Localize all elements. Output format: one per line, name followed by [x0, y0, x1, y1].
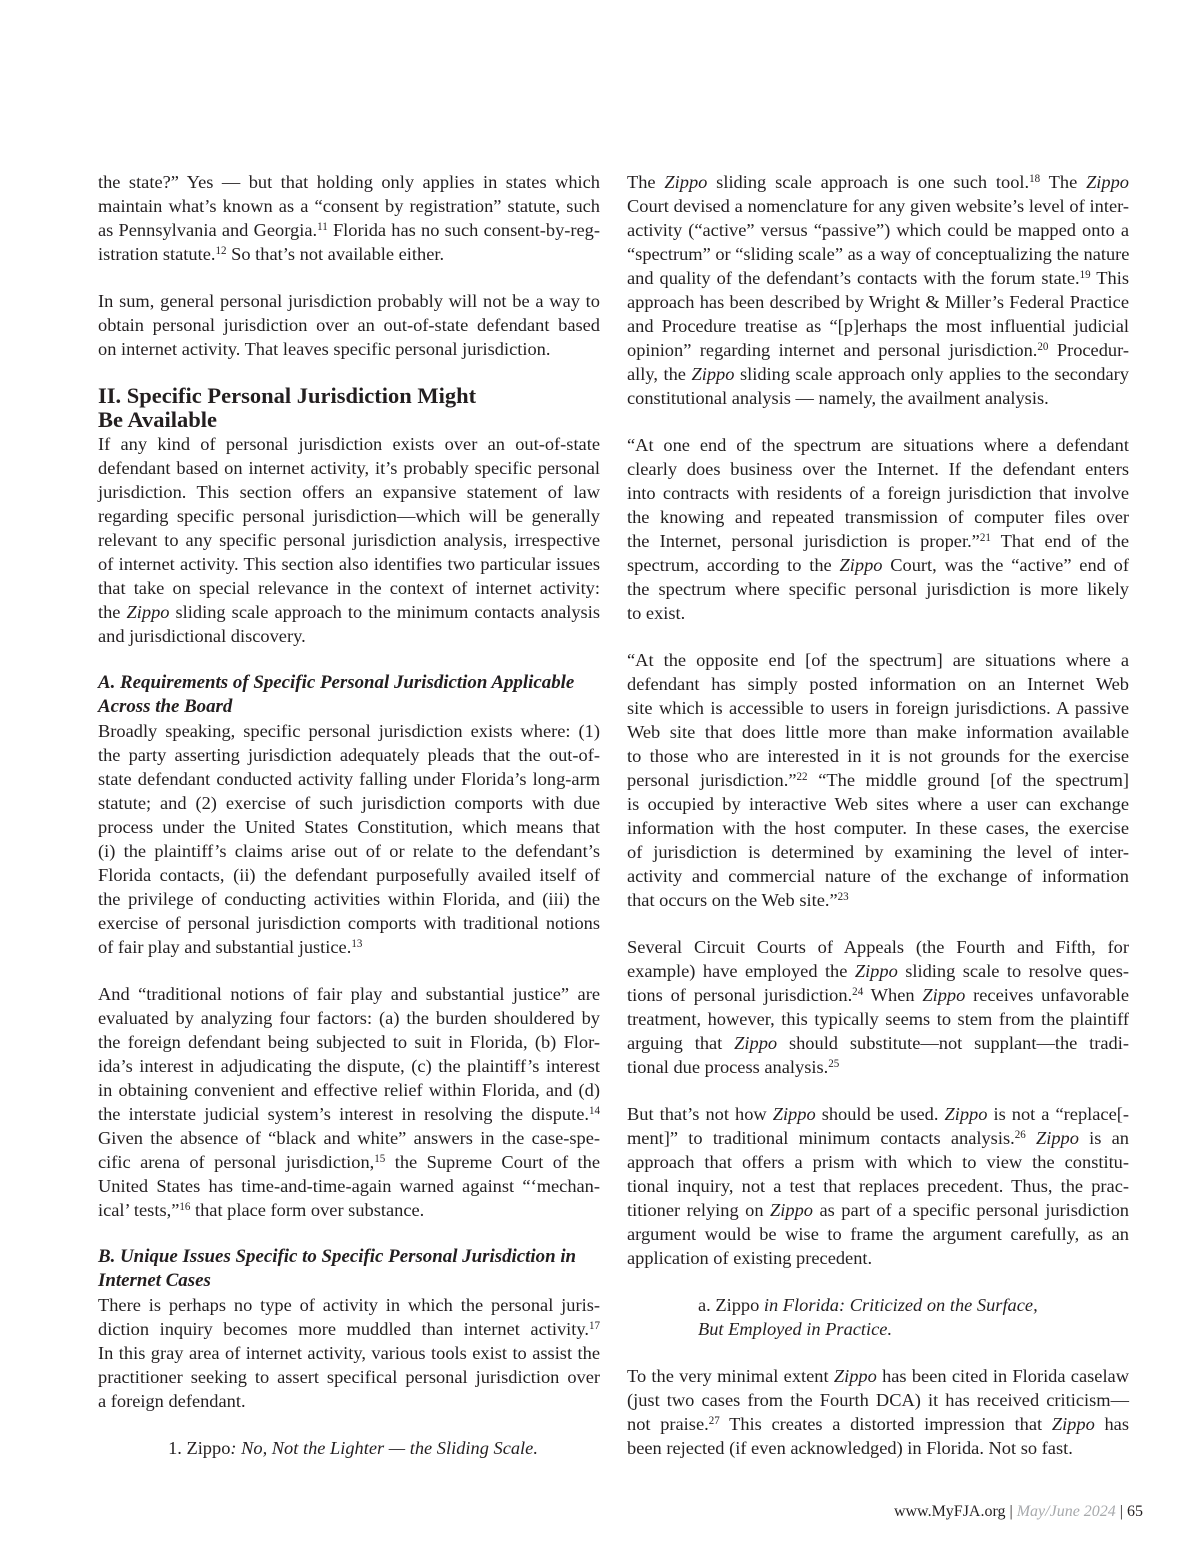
footnote-ref: 19	[1079, 268, 1091, 281]
text-run: diction inquiry becomes more muddled than internet activity.	[98, 1319, 589, 1339]
emphasis: Zippo	[944, 1104, 988, 1124]
text-run: argument would be wise to frame the argument carefully, as an	[627, 1224, 1129, 1244]
text-run: sliding scale approach to the minimum contacts analysis	[169, 602, 600, 622]
text-run: not praise.	[627, 1414, 709, 1434]
text-run: state defendant conducted activity falling under Florida’s long-arm	[98, 769, 600, 789]
footnote-ref: 24	[852, 985, 864, 998]
right-column	[627, 170, 1129, 1483]
text-line	[98, 576, 600, 600]
text-line	[627, 1198, 1129, 1222]
text-run: a foreign defendant.	[98, 1391, 246, 1411]
paragraph	[627, 1364, 1129, 1460]
text-line	[98, 1389, 600, 1413]
text-run: relevant to any specific personal jurisdiction analysis, irrespective	[98, 530, 600, 550]
text-line	[98, 1269, 600, 1293]
text-run: application of existing precedent.	[627, 1248, 873, 1268]
text-line	[98, 743, 600, 767]
text-run: in obtaining convenient and effective relief within Florida, and (d)	[98, 1080, 600, 1100]
text-line	[627, 720, 1129, 744]
text-run: There is perhaps no type of activity in which the personal juris-	[98, 1295, 600, 1315]
text-line	[98, 839, 600, 863]
emphasis: Zippo	[126, 602, 170, 622]
text-line	[98, 600, 600, 624]
text-line	[627, 290, 1129, 314]
text-run: Web site that does little more than make information available	[627, 722, 1129, 742]
text-line	[106, 1436, 600, 1460]
text-line	[98, 671, 600, 695]
emphasis: Zippo	[1086, 172, 1129, 192]
text-line	[627, 601, 1129, 625]
text-run: and jurisdictional discovery.	[98, 626, 306, 646]
text-run: istration statute.	[98, 244, 216, 264]
footnote-ref: 13	[351, 937, 363, 950]
text-line	[98, 1126, 600, 1150]
text-line	[98, 504, 600, 528]
text-run: been rejected (if even acknowledged) in Florida. Not so fast.	[627, 1438, 1073, 1458]
text-run: regarding specific personal jurisdiction—which will be generally	[98, 506, 600, 526]
text-run: process under the United States Constitution, which means that	[98, 817, 600, 837]
emphasis: Zippo	[772, 1104, 816, 1124]
text-run: This creates a distorted impression that	[719, 1414, 1052, 1434]
text-run: ical’ tests,”	[98, 1200, 180, 1220]
text-run: and Procedure treatise as “[p]erhaps the most influential judicial	[627, 316, 1129, 336]
text-line	[627, 888, 1129, 912]
text-line	[98, 552, 600, 576]
footnote-ref: 12	[215, 244, 227, 257]
text-run: as Pennsylvania and Georgia.	[98, 220, 318, 240]
text-run: sliding scale to resolve ques-	[897, 961, 1129, 981]
text-run: Internet Cases	[98, 1270, 211, 1291]
text-line	[98, 1293, 600, 1317]
text-run: of internet activity. This section also identifies two particular issues	[98, 554, 600, 574]
text-line	[98, 432, 600, 456]
text-line	[627, 816, 1129, 840]
text-run: titioner relying on	[627, 1200, 771, 1220]
text-line	[98, 1078, 600, 1102]
paragraph	[98, 170, 600, 266]
text-line	[98, 695, 600, 719]
text-run: The	[1040, 172, 1087, 192]
paragraph	[98, 1293, 600, 1413]
footer-page-number: 65	[1127, 1503, 1143, 1520]
text-line	[98, 719, 600, 743]
text-run: opinion” regarding internet and personal jurisdiction.	[627, 340, 1038, 360]
footnote-ref: 23	[837, 890, 849, 903]
text-line	[627, 1031, 1129, 1055]
text-line	[98, 1174, 600, 1198]
emphasis: : No, Not the Lighter — the Sliding Scale.	[230, 1438, 538, 1458]
text-run: tions of personal jurisdiction.	[627, 985, 853, 1005]
text-run: obtain personal jurisdiction over an out-of-state defendant based	[98, 315, 600, 335]
text-run: When	[863, 985, 923, 1005]
text-line	[98, 1245, 600, 1269]
text-line	[627, 1102, 1129, 1126]
text-run: In sum, general personal jurisdiction probably will not be a way to	[98, 291, 600, 311]
text-line	[627, 792, 1129, 816]
section-heading	[98, 384, 600, 432]
text-run: In this gray area of internet activity, various tools exist to assist the	[98, 1343, 600, 1363]
text-run: spectrum, according to the	[627, 555, 840, 575]
emphasis: Zippo	[839, 555, 883, 575]
text-line	[627, 1436, 1129, 1460]
text-run: A. Requirements of Specific Personal Jurisdiction Applicable	[98, 672, 575, 693]
text-run: Several Circuit Courts of Appeals (the Fourth and Fifth, for	[627, 937, 1129, 957]
text-run: “At one end of the spectrum are situations where a defendant	[627, 435, 1129, 455]
text-run: a. Zippo	[698, 1295, 764, 1315]
text-line	[98, 170, 600, 194]
text-line	[627, 362, 1129, 386]
text-line	[98, 384, 600, 408]
emphasis: Zippo	[770, 1200, 813, 1220]
emphasis: Zippo	[1035, 1128, 1079, 1148]
text-run: 1. Zippo	[168, 1438, 231, 1458]
text-run: example) have employed the	[627, 961, 855, 981]
text-line	[627, 529, 1129, 553]
text-line	[627, 696, 1129, 720]
text-line	[627, 959, 1129, 983]
text-run: has	[1094, 1414, 1129, 1434]
text-line	[627, 1126, 1129, 1150]
text-run: statute; and (2) exercise of such jurisdiction comports with due	[98, 793, 600, 813]
text-run: B. Unique Issues Specific to Specific Personal Jurisdiction in	[98, 1246, 577, 1267]
footnote-ref: 20	[1037, 340, 1049, 353]
text-run	[1026, 1128, 1036, 1148]
text-run: to those who are interested in it is not grounds for the exercise	[627, 746, 1129, 766]
paragraph	[627, 648, 1129, 912]
subsection-heading	[98, 1245, 600, 1293]
footnote-ref: 21	[979, 531, 991, 544]
text-run: Procedur-	[1048, 340, 1129, 360]
text-line	[627, 505, 1129, 529]
text-run: tional inquiry, not a test that replaces precedent. Thus, the prac-	[627, 1176, 1129, 1196]
text-line	[98, 456, 600, 480]
footnote-ref: 26	[1014, 1128, 1026, 1141]
text-run: clearly does business over the Internet. If the defendant enters	[627, 459, 1129, 479]
emphasis: But Employed in Practice.	[698, 1319, 893, 1339]
text-run: activity (“active” versus “passive”) which could be mapped onto a	[627, 220, 1129, 240]
text-line	[627, 935, 1129, 959]
text-line	[627, 744, 1129, 768]
text-run: arguing that	[627, 1033, 735, 1053]
text-run: is not a “replace[-	[987, 1104, 1129, 1124]
emphasis: Zippo	[922, 985, 966, 1005]
text-line	[98, 935, 600, 959]
text-line	[627, 648, 1129, 672]
text-run: Florida contacts, (ii) the defendant purposefully availed itself of	[98, 865, 600, 885]
text-line	[627, 983, 1129, 1007]
text-run: Florida has no such consent-by-reg-	[327, 220, 601, 240]
text-run: site which is accessible to users in foreign jurisdictions. A passive	[627, 698, 1129, 718]
text-run: the Supreme Court of the	[385, 1152, 600, 1172]
text-run: that occurs on the Web site.”	[627, 890, 838, 910]
text-run: Court devised a nomenclature for any given website’s level of inter-	[627, 196, 1129, 216]
subsubsection-heading	[98, 1436, 600, 1460]
emphasis: Zippo	[691, 364, 735, 384]
text-run: as part of a specific personal jurisdiction	[812, 1200, 1129, 1220]
text-run: the party asserting jurisdiction adequately pleads that the out-of-	[98, 745, 600, 765]
text-run: receives unfavorable	[965, 985, 1129, 1005]
text-line	[98, 194, 600, 218]
text-run: Broadly speaking, specific personal jurisdiction exists where: (1)	[98, 721, 600, 741]
text-run: should be used.	[815, 1104, 945, 1124]
footer-issue-date: May/June 2024	[1016, 1503, 1116, 1520]
text-line	[98, 218, 600, 242]
emphasis: Zippo	[854, 961, 898, 981]
text-line	[98, 982, 600, 1006]
text-line	[627, 1246, 1129, 1270]
text-line	[627, 1055, 1129, 1079]
text-run: maintain what’s known as a “consent by registration” statute, such	[98, 196, 600, 216]
text-run: (just two cases from the Fourth DCA) it has received criticism—	[627, 1390, 1129, 1410]
text-line	[98, 480, 600, 504]
text-line	[698, 1293, 1129, 1317]
text-run: that place form over substance.	[190, 1200, 425, 1220]
text-line	[98, 242, 600, 266]
text-run: The	[627, 172, 665, 192]
text-run: Court, was the “active” end of	[882, 555, 1129, 575]
text-line	[627, 1007, 1129, 1031]
page-footer	[894, 1500, 1143, 1524]
text-line	[98, 528, 600, 552]
paragraph	[627, 170, 1129, 410]
text-line	[627, 553, 1129, 577]
text-run: activity and commercial nature of the exchange of information	[627, 866, 1129, 886]
footer-website: www.MyFJA.org	[893, 1503, 1006, 1520]
paragraph	[627, 935, 1129, 1079]
text-line	[627, 864, 1129, 888]
footnote-ref: 25	[828, 1057, 840, 1070]
text-line	[98, 1030, 600, 1054]
text-run: This	[1090, 268, 1129, 288]
text-run: of jurisdiction is determined by examining the level of inter-	[627, 842, 1129, 862]
footnote-ref: 14	[588, 1104, 600, 1117]
text-line	[627, 242, 1129, 266]
emphasis: Zippo	[833, 1366, 877, 1386]
emphasis: in Florida: Criticized on the Surface,	[763, 1295, 1038, 1315]
text-run: ment]” to traditional minimum contacts analysis.	[627, 1128, 1015, 1148]
text-run: personal jurisdiction.”	[627, 770, 797, 790]
text-line	[98, 408, 600, 432]
text-line	[627, 314, 1129, 338]
text-line	[627, 457, 1129, 481]
text-run: and quality of the defendant’s contacts with the forum state.	[627, 268, 1080, 288]
text-run: practitioner seeking to assert specifical personal jurisdiction over	[98, 1367, 600, 1387]
text-line	[627, 1150, 1129, 1174]
text-line	[98, 1365, 600, 1389]
emphasis: Zippo	[1051, 1414, 1095, 1434]
subsubsection-heading	[627, 1293, 1129, 1341]
text-run: “The middle ground [of the spectrum]	[807, 770, 1129, 790]
text-run: of fair play and substantial justice.	[98, 937, 352, 957]
text-run: defendant based on internet activity, it’s probably specific personal	[98, 458, 600, 478]
text-run: the privilege of conducting activities within Florida, and (iii) the	[98, 889, 600, 909]
text-run: United States has time-and-time-again warned against “‘mechan-	[98, 1176, 600, 1196]
footnote-ref: 22	[796, 770, 808, 783]
text-line	[627, 338, 1129, 362]
text-run: approach that offers a prism with which to view the constitu-	[627, 1152, 1129, 1172]
text-run: “spectrum” or “sliding scale” as a way of conceptualizing the nature	[627, 244, 1130, 264]
text-run: Given the absence of “black and white” answers in the case-spe-	[98, 1128, 600, 1148]
text-run: II. Specific Personal Jurisdiction Might	[98, 383, 477, 408]
text-line	[98, 337, 600, 361]
text-run: is an	[1078, 1128, 1129, 1148]
text-run: ida’s interest in adjudicating the dispute, (c) the plaintiff’s interest	[98, 1056, 600, 1076]
text-run: into contracts with residents of a foreign jurisdiction that involve	[627, 483, 1129, 503]
footnote-ref: 18	[1029, 172, 1041, 185]
text-run: is occupied by interactive Web sites where a user can exchange	[627, 794, 1129, 814]
text-line	[98, 1054, 600, 1078]
text-line	[627, 1222, 1129, 1246]
text-line	[627, 433, 1129, 457]
text-run: evaluated by analyzing four factors: (a) the burden shouldered by	[98, 1008, 600, 1028]
text-run: should substitute—not supplant—the tradi-	[777, 1033, 1129, 1053]
text-run: the spectrum where specific personal jurisdiction is more likely	[627, 579, 1129, 599]
text-run: That end of the	[990, 531, 1129, 551]
text-line	[98, 815, 600, 839]
footnote-ref: 27	[708, 1414, 720, 1427]
text-run: the	[98, 602, 127, 622]
text-line	[98, 1102, 600, 1126]
text-line	[98, 1006, 600, 1030]
text-run: the knowing and repeated transmission of computer files over	[627, 507, 1129, 527]
text-run: constitutional analysis — namely, the availment analysis.	[627, 388, 1049, 408]
text-line	[98, 289, 600, 313]
text-run: on internet activity. That leaves specific personal jurisdiction.	[98, 339, 551, 359]
text-run: defendant has simply posted information on an Internet Web	[627, 674, 1129, 694]
paragraph	[98, 719, 600, 959]
text-run: sliding scale approach only applies to the secondary	[734, 364, 1129, 384]
paragraph	[627, 1102, 1129, 1270]
text-run: So that’s not available either.	[226, 244, 445, 264]
text-run: jurisdiction. This section offers an expansive statement of law	[98, 482, 600, 502]
text-line	[98, 1150, 600, 1174]
text-line	[627, 194, 1129, 218]
text-line	[98, 767, 600, 791]
text-line	[627, 577, 1129, 601]
footnote-ref: 15	[374, 1152, 386, 1165]
text-line	[627, 1412, 1129, 1436]
text-run: cific arena of personal jurisdiction,	[98, 1152, 375, 1172]
text-run: the state?” Yes — but that holding only applies in states which	[98, 172, 600, 192]
text-line	[98, 791, 600, 815]
text-line	[627, 266, 1129, 290]
text-line	[98, 1317, 600, 1341]
text-line	[698, 1317, 1129, 1341]
paragraph	[627, 433, 1129, 625]
emphasis: Zippo	[734, 1033, 778, 1053]
paragraph	[98, 982, 600, 1222]
paragraph	[98, 432, 600, 648]
emphasis: Zippo	[664, 172, 708, 192]
footer-separator: |	[1009, 1503, 1013, 1520]
left-column	[98, 170, 600, 1483]
text-line	[627, 840, 1129, 864]
text-run: that take on special relevance in the context of internet activity:	[98, 578, 600, 598]
text-run: has been cited in Florida caselaw	[876, 1366, 1129, 1386]
text-line	[98, 911, 600, 935]
text-line	[98, 313, 600, 337]
text-line	[627, 768, 1129, 792]
text-run: to exist.	[627, 603, 686, 623]
text-line	[627, 672, 1129, 696]
text-run: “At the opposite end [of the spectrum] are situations where a	[627, 650, 1129, 670]
text-run: treatment, however, this typically seems to stem from the plaintiff	[627, 1009, 1129, 1029]
footnote-ref: 16	[179, 1200, 191, 1213]
text-run: And “traditional notions of fair play and substantial justice” are	[98, 984, 600, 1004]
text-line	[627, 170, 1129, 194]
text-line	[627, 218, 1129, 242]
text-line	[98, 1341, 600, 1365]
text-line	[627, 1174, 1129, 1198]
text-run: approach has been described by Wright & Miller’s Federal Practice	[627, 292, 1129, 312]
text-line	[98, 863, 600, 887]
text-run: the Internet, personal jurisdiction is proper.”	[627, 531, 980, 551]
text-line	[98, 624, 600, 648]
text-run: If any kind of personal jurisdiction exists over an out-of-state	[98, 434, 600, 454]
text-run: But that’s not how	[627, 1104, 773, 1124]
text-line	[627, 1364, 1129, 1388]
text-run: Across the Board	[98, 696, 233, 717]
subsection-heading	[98, 671, 600, 719]
text-line	[98, 1198, 600, 1222]
text-run: tional due process analysis.	[627, 1057, 829, 1077]
text-run: the foreign defendant being subjected to suit in Florida, (b) Flor-	[98, 1032, 600, 1052]
text-run: information with the host computer. In these cases, the exercise	[627, 818, 1129, 838]
footnote-ref: 11	[317, 220, 328, 233]
text-line	[627, 386, 1129, 410]
text-run: ally, the	[627, 364, 692, 384]
footer-separator: |	[1119, 1503, 1123, 1520]
text-line	[627, 1388, 1129, 1412]
text-run: To the very minimal extent	[627, 1366, 834, 1386]
text-line	[98, 887, 600, 911]
text-run: (i) the plaintiff’s claims arise out of or relate to the defendant’s	[98, 841, 600, 861]
paragraph	[98, 289, 600, 361]
text-run: the interstate judicial system’s interest in resolving the dispute.	[98, 1104, 589, 1124]
text-line	[627, 481, 1129, 505]
text-run: sliding scale approach is one such tool.	[707, 172, 1030, 192]
footnote-ref: 17	[588, 1319, 600, 1332]
text-run: Be Available	[98, 407, 217, 432]
text-run: exercise of personal jurisdiction comports with traditional notions	[98, 913, 600, 933]
